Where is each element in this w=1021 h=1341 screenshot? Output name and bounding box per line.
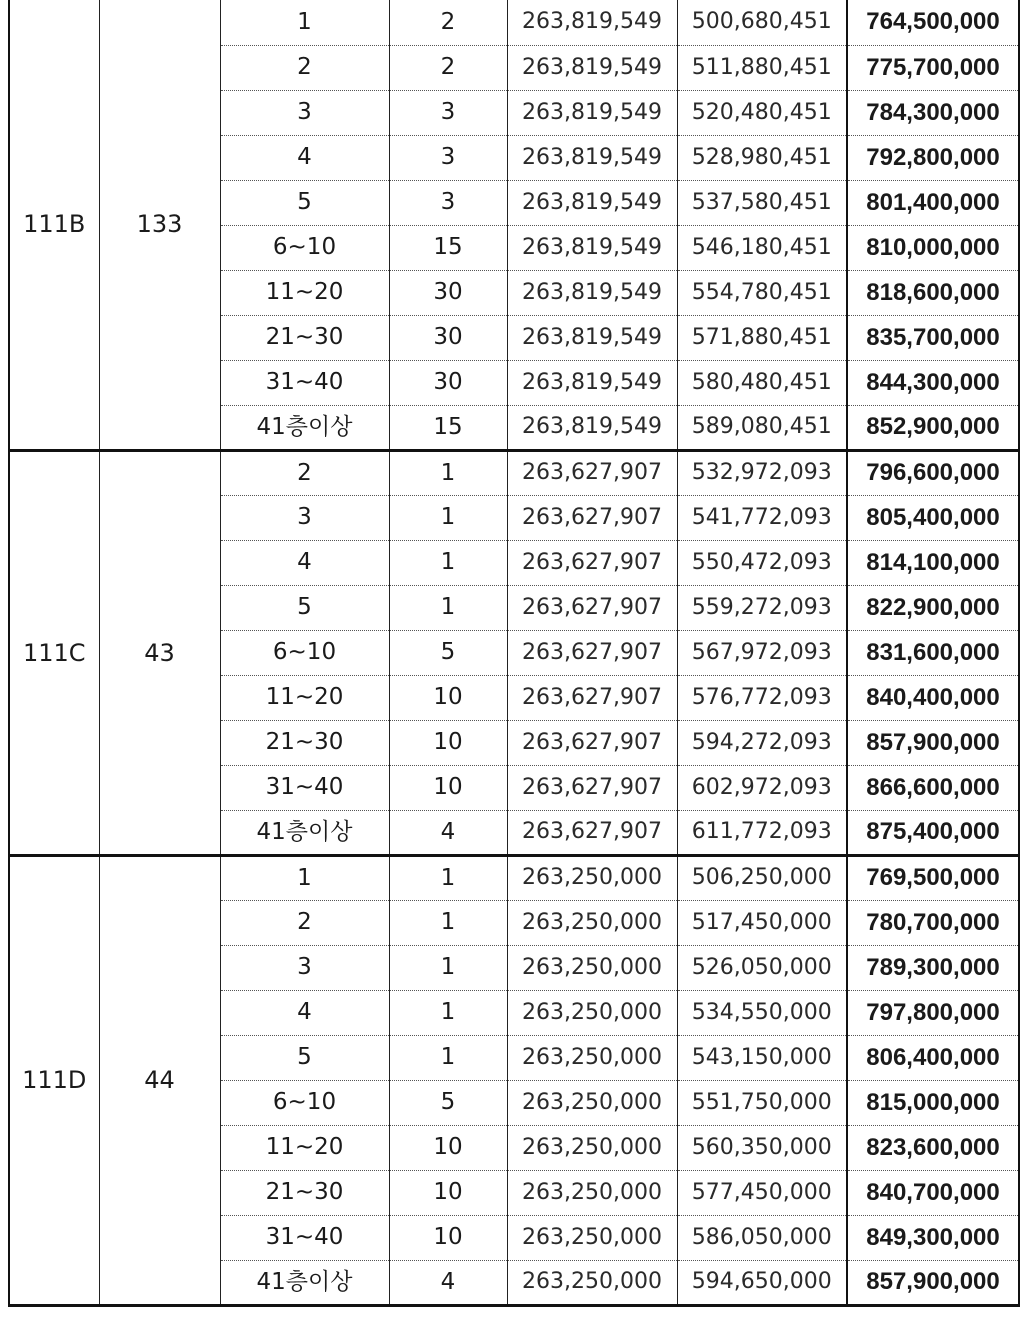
floor-cell: 5 bbox=[220, 1035, 389, 1080]
price-table bbox=[8, 0, 1020, 1307]
land-price-cell: 263,819,549 bbox=[507, 135, 677, 180]
total-price-cell: 822,900,000 bbox=[847, 585, 1019, 630]
building-price-cell: 546,180,451 bbox=[677, 225, 847, 270]
total-price-cell: 844,300,000 bbox=[847, 360, 1019, 405]
floor-cell: 41층이상 bbox=[220, 405, 389, 450]
building-price-cell: 602,972,093 bbox=[677, 765, 847, 810]
total-price-cell: 831,600,000 bbox=[847, 630, 1019, 675]
land-price-cell: 263,250,000 bbox=[507, 1170, 677, 1215]
units-cell: 3 bbox=[389, 180, 507, 225]
units-cell: 2 bbox=[389, 0, 507, 45]
floor-cell: 5 bbox=[220, 585, 389, 630]
table-row bbox=[9, 855, 1019, 900]
floor-cell: 4 bbox=[220, 990, 389, 1035]
land-price-cell: 263,627,907 bbox=[507, 720, 677, 765]
units-cell: 1 bbox=[389, 945, 507, 990]
unit-type-cell: 111D bbox=[9, 855, 99, 1305]
floor-cell: 21~30 bbox=[220, 720, 389, 765]
building-price-cell: 586,050,000 bbox=[677, 1215, 847, 1260]
floor-cell: 6~10 bbox=[220, 1080, 389, 1125]
total-price-cell: 857,900,000 bbox=[847, 1260, 1019, 1305]
building-price-cell: 577,450,000 bbox=[677, 1170, 847, 1215]
total-price-cell: 789,300,000 bbox=[847, 945, 1019, 990]
floor-cell: 4 bbox=[220, 540, 389, 585]
building-price-cell: 526,050,000 bbox=[677, 945, 847, 990]
total-price-cell: 852,900,000 bbox=[847, 405, 1019, 450]
total-price-cell: 815,000,000 bbox=[847, 1080, 1019, 1125]
floor-cell: 21~30 bbox=[220, 315, 389, 360]
units-cell: 1 bbox=[389, 585, 507, 630]
total-price-cell: 806,400,000 bbox=[847, 1035, 1019, 1080]
land-price-cell: 263,627,907 bbox=[507, 630, 677, 675]
units-cell: 1 bbox=[389, 900, 507, 945]
units-cell: 3 bbox=[389, 135, 507, 180]
floor-cell: 4 bbox=[220, 135, 389, 180]
total-price-cell: 835,700,000 bbox=[847, 315, 1019, 360]
building-price-cell: 520,480,451 bbox=[677, 90, 847, 135]
land-price-cell: 263,250,000 bbox=[507, 855, 677, 900]
total-price-cell: 849,300,000 bbox=[847, 1215, 1019, 1260]
total-price-cell: 784,300,000 bbox=[847, 90, 1019, 135]
land-price-cell: 263,819,549 bbox=[507, 180, 677, 225]
floor-cell: 21~30 bbox=[220, 1170, 389, 1215]
units-cell: 10 bbox=[389, 1215, 507, 1260]
land-price-cell: 263,819,549 bbox=[507, 405, 677, 450]
floor-cell: 41층이상 bbox=[220, 810, 389, 855]
building-price-cell: 537,580,451 bbox=[677, 180, 847, 225]
floor-cell: 3 bbox=[220, 945, 389, 990]
building-price-cell: 554,780,451 bbox=[677, 270, 847, 315]
land-price-cell: 263,627,907 bbox=[507, 765, 677, 810]
units-cell: 30 bbox=[389, 315, 507, 360]
floor-cell: 2 bbox=[220, 45, 389, 90]
land-price-cell: 263,627,907 bbox=[507, 585, 677, 630]
building-price-cell: 580,480,451 bbox=[677, 360, 847, 405]
total-price-cell: 810,000,000 bbox=[847, 225, 1019, 270]
total-price-cell: 797,800,000 bbox=[847, 990, 1019, 1035]
building-price-cell: 532,972,093 bbox=[677, 450, 847, 495]
total-price-cell: 796,600,000 bbox=[847, 450, 1019, 495]
units-cell: 1 bbox=[389, 855, 507, 900]
land-price-cell: 263,250,000 bbox=[507, 1215, 677, 1260]
total-price-cell: 769,500,000 bbox=[847, 855, 1019, 900]
unit-count-cell: 133 bbox=[99, 0, 220, 450]
land-price-cell: 263,627,907 bbox=[507, 450, 677, 495]
floor-cell: 1 bbox=[220, 0, 389, 45]
total-price-cell: 780,700,000 bbox=[847, 900, 1019, 945]
floor-cell: 11~20 bbox=[220, 675, 389, 720]
units-cell: 4 bbox=[389, 1260, 507, 1305]
unit-count-cell: 44 bbox=[99, 855, 220, 1305]
total-price-cell: 801,400,000 bbox=[847, 180, 1019, 225]
building-price-cell: 541,772,093 bbox=[677, 495, 847, 540]
floor-cell: 6~10 bbox=[220, 630, 389, 675]
building-price-cell: 594,650,000 bbox=[677, 1260, 847, 1305]
land-price-cell: 263,250,000 bbox=[507, 990, 677, 1035]
units-cell: 1 bbox=[389, 495, 507, 540]
floor-cell: 11~20 bbox=[220, 1125, 389, 1170]
floor-cell: 31~40 bbox=[220, 360, 389, 405]
units-cell: 10 bbox=[389, 675, 507, 720]
total-price-cell: 875,400,000 bbox=[847, 810, 1019, 855]
land-price-cell: 263,627,907 bbox=[507, 675, 677, 720]
floor-cell: 41층이상 bbox=[220, 1260, 389, 1305]
total-price-cell: 823,600,000 bbox=[847, 1125, 1019, 1170]
total-price-cell: 792,800,000 bbox=[847, 135, 1019, 180]
floor-cell: 5 bbox=[220, 180, 389, 225]
total-price-cell: 775,700,000 bbox=[847, 45, 1019, 90]
floor-cell: 31~40 bbox=[220, 1215, 389, 1260]
building-price-cell: 594,272,093 bbox=[677, 720, 847, 765]
land-price-cell: 263,250,000 bbox=[507, 900, 677, 945]
building-price-cell: 571,880,451 bbox=[677, 315, 847, 360]
building-price-cell: 500,680,451 bbox=[677, 0, 847, 45]
building-price-cell: 528,980,451 bbox=[677, 135, 847, 180]
units-cell: 15 bbox=[389, 405, 507, 450]
land-price-cell: 263,627,907 bbox=[507, 540, 677, 585]
total-price-cell: 840,400,000 bbox=[847, 675, 1019, 720]
table-row bbox=[9, 450, 1019, 495]
floor-cell: 11~20 bbox=[220, 270, 389, 315]
land-price-cell: 263,250,000 bbox=[507, 1260, 677, 1305]
building-price-cell: 567,972,093 bbox=[677, 630, 847, 675]
floor-cell: 1 bbox=[220, 855, 389, 900]
land-price-cell: 263,627,907 bbox=[507, 810, 677, 855]
unit-count-cell: 43 bbox=[99, 450, 220, 855]
land-price-cell: 263,819,549 bbox=[507, 0, 677, 45]
land-price-cell: 263,250,000 bbox=[507, 945, 677, 990]
units-cell: 10 bbox=[389, 1170, 507, 1215]
building-price-cell: 517,450,000 bbox=[677, 900, 847, 945]
units-cell: 10 bbox=[389, 1125, 507, 1170]
units-cell: 30 bbox=[389, 360, 507, 405]
floor-cell: 31~40 bbox=[220, 765, 389, 810]
price-table-body bbox=[9, 0, 1019, 1305]
building-price-cell: 560,350,000 bbox=[677, 1125, 847, 1170]
building-price-cell: 511,880,451 bbox=[677, 45, 847, 90]
land-price-cell: 263,819,549 bbox=[507, 270, 677, 315]
building-price-cell: 506,250,000 bbox=[677, 855, 847, 900]
units-cell: 4 bbox=[389, 810, 507, 855]
units-cell: 15 bbox=[389, 225, 507, 270]
land-price-cell: 263,819,549 bbox=[507, 315, 677, 360]
units-cell: 1 bbox=[389, 990, 507, 1035]
total-price-cell: 764,500,000 bbox=[847, 0, 1019, 45]
land-price-cell: 263,627,907 bbox=[507, 495, 677, 540]
floor-cell: 6~10 bbox=[220, 225, 389, 270]
land-price-cell: 263,819,549 bbox=[507, 225, 677, 270]
land-price-cell: 263,250,000 bbox=[507, 1035, 677, 1080]
units-cell: 5 bbox=[389, 1080, 507, 1125]
units-cell: 1 bbox=[389, 450, 507, 495]
units-cell: 10 bbox=[389, 765, 507, 810]
land-price-cell: 263,250,000 bbox=[507, 1080, 677, 1125]
units-cell: 1 bbox=[389, 1035, 507, 1080]
floor-cell: 3 bbox=[220, 495, 389, 540]
land-price-cell: 263,819,549 bbox=[507, 45, 677, 90]
total-price-cell: 840,700,000 bbox=[847, 1170, 1019, 1215]
total-price-cell: 857,900,000 bbox=[847, 720, 1019, 765]
floor-cell: 2 bbox=[220, 450, 389, 495]
land-price-cell: 263,250,000 bbox=[507, 1125, 677, 1170]
table-row bbox=[9, 0, 1019, 45]
floor-cell: 2 bbox=[220, 900, 389, 945]
total-price-cell: 805,400,000 bbox=[847, 495, 1019, 540]
units-cell: 3 bbox=[389, 90, 507, 135]
units-cell: 10 bbox=[389, 720, 507, 765]
building-price-cell: 550,472,093 bbox=[677, 540, 847, 585]
land-price-cell: 263,819,549 bbox=[507, 360, 677, 405]
total-price-cell: 818,600,000 bbox=[847, 270, 1019, 315]
building-price-cell: 534,550,000 bbox=[677, 990, 847, 1035]
unit-type-cell: 111B bbox=[9, 0, 99, 450]
building-price-cell: 543,150,000 bbox=[677, 1035, 847, 1080]
units-cell: 2 bbox=[389, 45, 507, 90]
total-price-cell: 814,100,000 bbox=[847, 540, 1019, 585]
building-price-cell: 551,750,000 bbox=[677, 1080, 847, 1125]
building-price-cell: 576,772,093 bbox=[677, 675, 847, 720]
land-price-cell: 263,819,549 bbox=[507, 90, 677, 135]
floor-cell: 3 bbox=[220, 90, 389, 135]
units-cell: 30 bbox=[389, 270, 507, 315]
building-price-cell: 611,772,093 bbox=[677, 810, 847, 855]
units-cell: 1 bbox=[389, 540, 507, 585]
units-cell: 5 bbox=[389, 630, 507, 675]
building-price-cell: 589,080,451 bbox=[677, 405, 847, 450]
unit-type-cell: 111C bbox=[9, 450, 99, 855]
building-price-cell: 559,272,093 bbox=[677, 585, 847, 630]
total-price-cell: 866,600,000 bbox=[847, 765, 1019, 810]
